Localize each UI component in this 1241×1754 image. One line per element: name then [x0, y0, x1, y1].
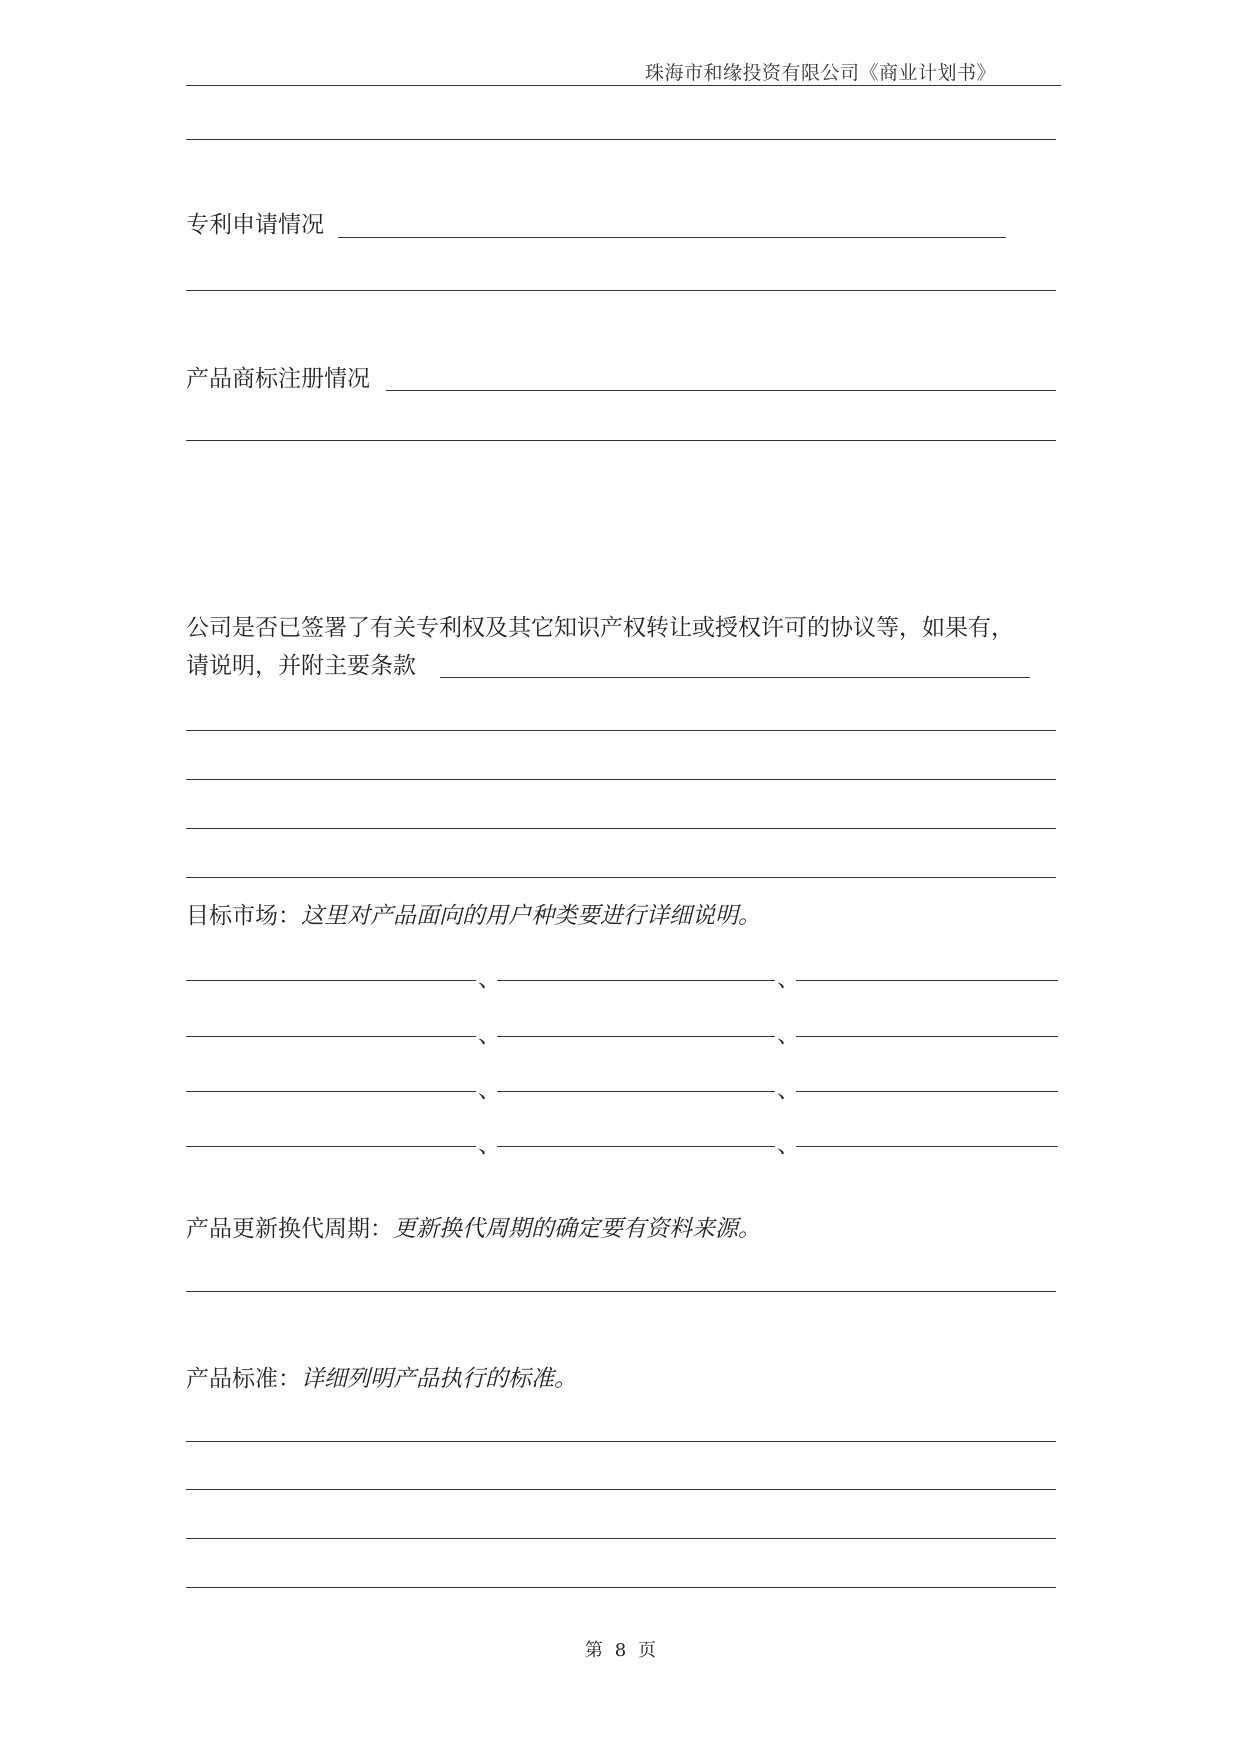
standard-hint: 详细列明产品执行的标准。 [301, 1366, 577, 1392]
page-suffix: 页 [637, 1640, 656, 1661]
page-number: 8 [614, 1640, 627, 1661]
market-cell-line[interactable] [796, 980, 1058, 981]
market-cell-line[interactable] [186, 1091, 476, 1092]
market-cell-line[interactable] [796, 1146, 1058, 1147]
trademark-answer-line[interactable] [386, 390, 1056, 391]
standard-title: 产品标准： [186, 1366, 301, 1392]
answer-line[interactable] [186, 440, 1056, 441]
trademark-label: 产品商标注册情况 [186, 366, 370, 392]
answer-line[interactable] [186, 139, 1056, 140]
standard-answer-line[interactable] [186, 1441, 1056, 1442]
patent-answer-line[interactable] [338, 237, 1006, 238]
market-cell-line[interactable] [796, 1036, 1058, 1037]
header-divider [186, 85, 1061, 86]
standard-answer-line[interactable] [186, 1587, 1056, 1588]
target-market-title: 目标市场： [186, 903, 301, 929]
list-separator: 、 [478, 966, 501, 992]
market-cell-line[interactable] [796, 1091, 1058, 1092]
list-separator: 、 [777, 1132, 800, 1158]
list-separator: 、 [478, 1132, 501, 1158]
ip-agreement-answer-line[interactable] [440, 677, 1030, 678]
target-market-hint: 这里对产品面向的用户种类要进行详细说明。 [301, 903, 761, 929]
answer-line[interactable] [186, 779, 1056, 780]
update-cycle-title: 产品更新换代周期： [186, 1216, 393, 1242]
standard-label [186, 1364, 577, 1394]
target-market-label [186, 901, 761, 931]
ip-agreement-question: 公司是否已签署了有关专利权及其它知识产权转让或授权许可的协议等，如果有， [186, 615, 1014, 641]
answer-line[interactable] [186, 290, 1056, 291]
list-separator: 、 [777, 966, 800, 992]
answer-line[interactable] [186, 877, 1056, 878]
update-cycle-hint: 更新换代周期的确定要有资料来源。 [393, 1216, 761, 1242]
update-cycle-answer-line[interactable] [186, 1291, 1056, 1292]
market-cell-line[interactable] [186, 1036, 476, 1037]
ip-agreement-question-cont: 请说明，并附主要条款 [186, 653, 416, 679]
market-cell-line[interactable] [497, 1036, 775, 1037]
list-separator: 、 [777, 1077, 800, 1103]
page-footer [0, 1636, 1241, 1662]
patent-label: 专利申请情况 [186, 212, 324, 238]
market-cell-line[interactable] [186, 980, 476, 981]
document-header-title: 珠海市和缘投资有限公司《商业计划书》 [644, 62, 996, 84]
answer-line[interactable] [186, 828, 1056, 829]
market-cell-line[interactable] [497, 1091, 775, 1092]
list-separator: 、 [478, 1022, 501, 1048]
standard-answer-line[interactable] [186, 1489, 1056, 1490]
market-cell-line[interactable] [186, 1146, 476, 1147]
market-cell-line[interactable] [497, 1146, 775, 1147]
list-separator: 、 [478, 1077, 501, 1103]
page-prefix: 第 [585, 1640, 604, 1661]
update-cycle-label [186, 1214, 761, 1244]
answer-line[interactable] [186, 730, 1056, 731]
list-separator: 、 [777, 1022, 800, 1048]
standard-answer-line[interactable] [186, 1538, 1056, 1539]
market-cell-line[interactable] [497, 980, 775, 981]
